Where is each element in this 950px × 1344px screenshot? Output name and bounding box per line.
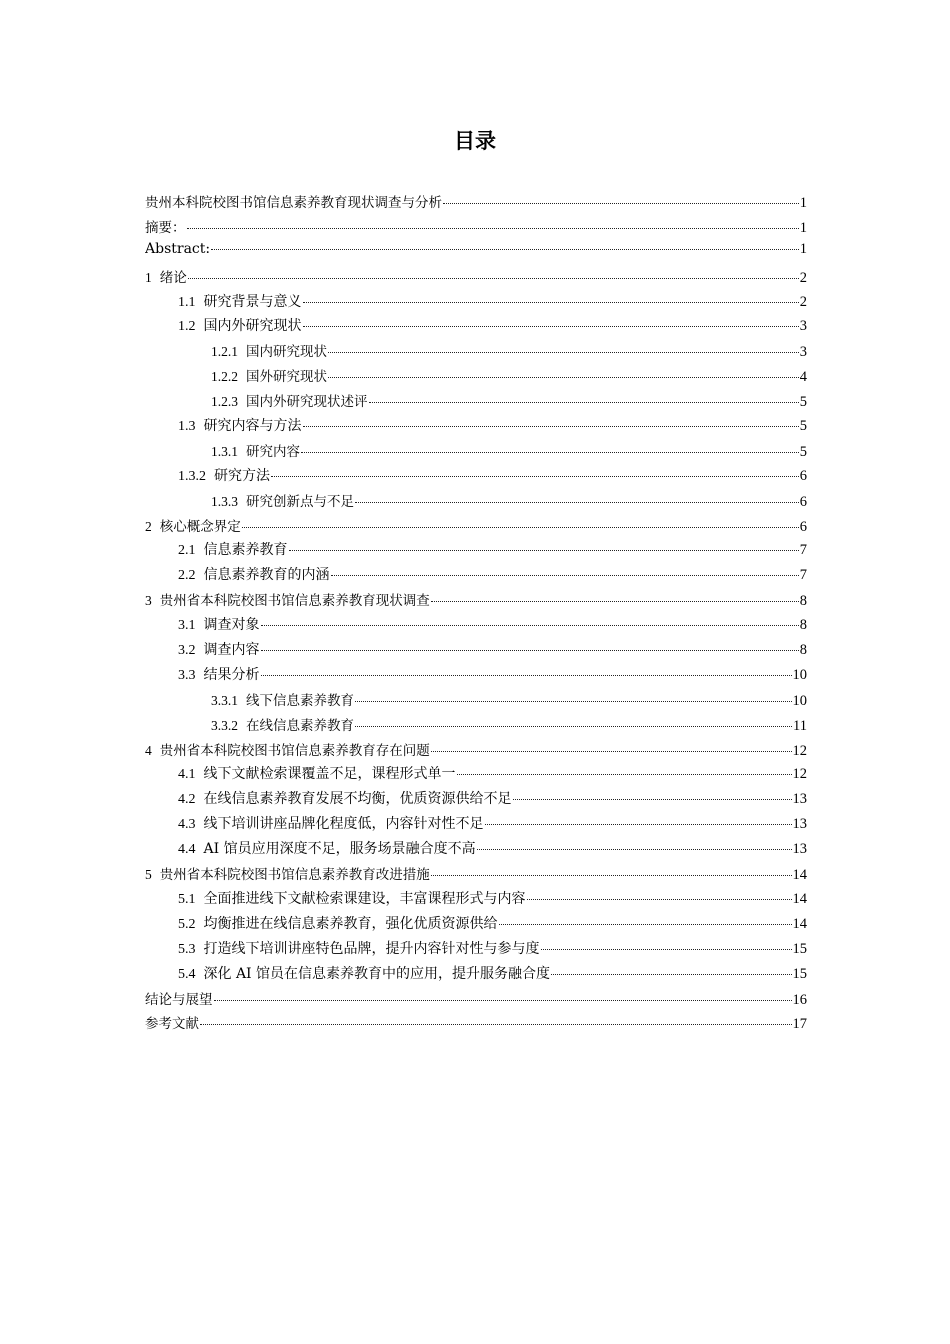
toc-entry-label: [145, 515, 241, 535]
toc-entry[interactable]: [145, 714, 807, 739]
toc-entry-page-number: 15: [792, 940, 807, 957]
toc-entry[interactable]: [145, 614, 807, 639]
toc-entry-number: 5.2: [178, 916, 196, 932]
toc-entry-page-number: 16: [792, 991, 807, 1008]
toc-entry[interactable]: [145, 340, 807, 365]
toc-entry-label: [178, 938, 540, 958]
toc-entry-page-number: 5: [799, 394, 807, 411]
toc-entry-label: [178, 838, 476, 858]
toc-entry-label: [178, 888, 526, 908]
toc-entry-label: [178, 291, 302, 311]
toc-entry[interactable]: [145, 863, 807, 888]
toc-entry-page-number: 3: [799, 344, 807, 361]
toc-entry-title: 贵州省本科院校图书馆信息素养教育存在问题: [159, 742, 430, 759]
toc-entry-label: [178, 639, 260, 659]
toc-entry-number: 3.1: [178, 618, 196, 634]
toc-entry-page-number: 13: [792, 791, 807, 808]
toc-entry[interactable]: [145, 913, 807, 938]
toc-entry-page-number: 7: [799, 542, 807, 559]
toc-entry-title: 贵州省本科院校图书馆信息素养教育改进措施: [159, 867, 430, 884]
toc-entry[interactable]: [145, 415, 807, 440]
dot-leader: [261, 650, 799, 651]
toc-entry-title: 核心概念界定: [159, 518, 241, 535]
toc-entry[interactable]: [145, 191, 807, 216]
toc-entry-label: [178, 913, 498, 933]
toc-entry-label: [178, 415, 302, 435]
toc-entry-title: 研究创新点与不足: [246, 493, 354, 510]
toc-entry-title: 打造线下培训讲座特色品牌，提升内容针对性与参与度: [203, 940, 540, 957]
toc-entry-title: 信息素养教育: [203, 542, 288, 559]
dot-leader: [431, 751, 792, 752]
dot-leader: [541, 949, 792, 950]
toc-entry-label: [145, 216, 186, 236]
toc-entry-page-number: 10: [792, 692, 807, 709]
toc-entry[interactable]: [145, 266, 807, 291]
toc-entry-number: 2.1: [178, 543, 196, 559]
dot-leader: [499, 924, 792, 925]
toc-entry-label: [145, 739, 430, 759]
dot-leader: [242, 527, 799, 528]
dot-leader: [261, 625, 799, 626]
dot-leader: [187, 228, 799, 229]
toc-entry-title: 信息素养教育的内涵: [203, 567, 330, 584]
toc-entry-number: 1.2.2: [211, 369, 238, 385]
toc-entry[interactable]: [145, 689, 807, 714]
dot-leader: [331, 575, 799, 576]
toc-entry-title: 在线信息素养教育发展不均衡，优质资源供给不足: [203, 791, 512, 808]
toc-entry-label: [211, 714, 354, 734]
toc-entry-page-number: 1: [799, 240, 807, 257]
toc-entry-page-number: 13: [792, 816, 807, 833]
toc-entry-number: 4.2: [178, 792, 196, 808]
dot-leader: [303, 302, 799, 303]
toc-entry-number: 1.2.3: [211, 394, 238, 410]
toc-entry-page-number: 13: [792, 841, 807, 858]
toc-entry-title: 国内研究现状: [246, 344, 327, 361]
toc-entry-page-number: 8: [799, 617, 807, 634]
toc-entry-title: 国内外研究现状: [203, 318, 302, 335]
toc-entry-page-number: 11: [793, 717, 807, 734]
dot-leader: [211, 249, 799, 250]
toc-entry-title: 均衡推进在线信息素养教育，强化优质资源供给: [203, 915, 498, 932]
toc-entry[interactable]: [145, 490, 807, 515]
toc-entry-label: [211, 490, 354, 510]
dot-leader: [271, 476, 799, 477]
toc-entry-number: 1.3.3: [211, 493, 238, 509]
toc-entry-title: 摘要：: [145, 219, 186, 236]
toc-entry-label: [145, 266, 187, 286]
toc-entry-number: 1.3.1: [211, 443, 238, 459]
toc-entry[interactable]: [145, 539, 807, 564]
dot-leader: [355, 701, 792, 702]
toc-entry-label: [145, 1012, 199, 1032]
toc-entry-page-number: 4: [799, 369, 807, 386]
toc-entry-label: [145, 589, 430, 609]
toc-entry-page-number: 7: [799, 567, 807, 584]
toc-entry-title: 调查对象: [203, 617, 260, 634]
toc-entry-page-number: 5: [799, 443, 807, 460]
toc-entry-page-number: 5: [799, 418, 807, 435]
toc-entry-label: [178, 763, 456, 783]
dot-leader: [355, 726, 792, 727]
toc-entry-label: [178, 315, 302, 335]
toc-entry-title: 全面推进线下文献检索课建设，丰富课程形式与内容: [203, 890, 526, 907]
toc-entry-number: 4.4: [178, 842, 196, 858]
toc-entry-page-number: 6: [799, 518, 807, 535]
toc-entry-title: 调查内容: [203, 642, 260, 659]
toc-entry-title: 参考文献: [145, 1016, 199, 1033]
toc-entry-title: 结果分析: [203, 666, 260, 683]
dot-leader: [289, 550, 799, 551]
toc-entry-label: [145, 241, 210, 257]
dot-leader: [551, 974, 791, 975]
toc-entry-title: 在线信息素养教育: [246, 717, 354, 734]
toc-entry-number: 5: [145, 867, 152, 883]
toc-entry[interactable]: [145, 465, 807, 490]
toc-entry-title: 深化 AI 馆员在信息素养教育中的应用，提升服务融合度: [203, 965, 551, 982]
toc-entry[interactable]: [145, 813, 807, 838]
toc-entry-label: [145, 191, 442, 211]
toc-entry-title: 国外研究现状: [246, 369, 327, 386]
dot-leader: [261, 675, 792, 676]
toc-entry-page-number: 14: [792, 915, 807, 932]
toc-entry-title: 研究内容与方法: [203, 418, 302, 435]
toc-entry-page-number: 3: [799, 318, 807, 335]
toc-entry[interactable]: [145, 888, 807, 913]
toc-entry[interactable]: [145, 365, 807, 390]
toc-entry[interactable]: [145, 963, 807, 988]
toc-entry-label: [145, 988, 213, 1008]
toc-entry-number: 5.1: [178, 891, 196, 907]
toc-entry-title: 研究背景与意义: [203, 293, 302, 310]
toc-entry[interactable]: [145, 315, 807, 340]
toc-entry-title: AI 馆员应用深度不足，服务场景融合度不高: [203, 841, 476, 858]
toc-entry-label: [211, 689, 354, 709]
table-of-contents: [145, 191, 807, 1037]
toc-entry-number: 4.1: [178, 767, 196, 783]
toc-entry-title: 线下信息素养教育: [246, 692, 354, 709]
dot-leader: [477, 849, 792, 850]
dot-leader: [513, 799, 792, 800]
toc-entry-label: [178, 963, 550, 983]
toc-entry-label: [211, 365, 327, 385]
toc-entry-label: [178, 539, 288, 559]
toc-entry-number: 4: [145, 742, 152, 758]
toc-entry[interactable]: [145, 564, 807, 589]
toc-entry-title: Abstract:: [145, 240, 211, 257]
toc-entry-label: [178, 788, 512, 808]
toc-entry[interactable]: [145, 589, 807, 614]
toc-entry-label: [178, 664, 260, 684]
dot-leader: [214, 1000, 792, 1001]
dot-leader: [431, 601, 799, 602]
toc-entry-page-number: 1: [799, 219, 807, 236]
toc-entry-title: 线下培训讲座品牌化程度低，内容针对性不足: [203, 816, 484, 833]
toc-entry-number: 3: [145, 593, 152, 609]
toc-entry[interactable]: [145, 515, 807, 540]
toc-entry-title: 线下文献检索课覆盖不足，课程形式单一: [203, 766, 456, 783]
toc-entry[interactable]: [145, 664, 807, 689]
dot-leader: [443, 203, 799, 204]
toc-entry-label: [178, 614, 260, 634]
toc-entry-page-number: 2: [799, 293, 807, 310]
toc-entry-label: [178, 813, 484, 833]
dot-leader: [328, 352, 799, 353]
toc-entry-title: 贵州本科院校图书馆信息素养教育现状调查与分析: [145, 195, 442, 211]
dot-leader: [188, 278, 799, 279]
toc-entry-label: [211, 440, 300, 460]
toc-entry-number: 3.3.1: [211, 692, 238, 708]
toc-entry[interactable]: [145, 938, 807, 963]
toc-entry-number: 1.3: [178, 419, 196, 435]
dot-leader: [457, 774, 792, 775]
dot-leader: [328, 377, 799, 378]
toc-entry-number: 5.3: [178, 941, 196, 957]
toc-entry-page-number: 2: [799, 269, 807, 286]
dot-leader: [369, 402, 799, 403]
toc-entry-page-number: 15: [792, 965, 807, 982]
toc-entry-number: 4.3: [178, 817, 196, 833]
dot-leader: [431, 875, 792, 876]
dot-leader: [485, 824, 792, 825]
dot-leader: [303, 426, 799, 427]
toc-entry-page-number: 1: [799, 195, 807, 211]
toc-entry[interactable]: [145, 216, 807, 241]
toc-entry-number: 2: [145, 518, 152, 534]
toc-entry[interactable]: [145, 739, 807, 764]
toc-entry[interactable]: [145, 838, 807, 863]
toc-entry[interactable]: [145, 639, 807, 664]
toc-entry-page-number: 6: [799, 467, 807, 484]
toc-entry[interactable]: [145, 763, 807, 788]
toc-entry-page-number: 6: [799, 493, 807, 510]
toc-entry-page-number: 12: [792, 742, 807, 759]
dot-leader: [303, 326, 799, 327]
toc-entry-number: 3.2: [178, 643, 196, 659]
toc-entry-label: [178, 564, 330, 584]
toc-entry-label: [211, 390, 368, 410]
toc-entry-page-number: 14: [792, 890, 807, 907]
toc-entry-page-number: 8: [799, 642, 807, 659]
toc-entry-label: [145, 863, 430, 883]
toc-entry[interactable]: [145, 1012, 807, 1037]
toc-entry[interactable]: [145, 440, 807, 465]
toc-entry-page-number: 17: [792, 1016, 807, 1033]
toc-entry-number: 3.3: [178, 667, 196, 683]
toc-entry-label: [211, 340, 327, 360]
toc-entry-title: 结论与展望: [145, 991, 213, 1008]
toc-entry-number: 2.2: [178, 568, 196, 584]
toc-entry-number: 1.2: [178, 319, 196, 335]
page-title: 目录: [454, 129, 496, 153]
toc-entry-number: 1.3.2: [178, 468, 206, 484]
dot-leader: [355, 502, 799, 503]
dot-leader: [301, 452, 799, 453]
toc-entry-title: 研究内容: [246, 443, 300, 460]
toc-entry[interactable]: [145, 390, 807, 415]
toc-entry-number: 1.1: [178, 294, 196, 310]
toc-entry-number: 1: [145, 269, 152, 285]
toc-entry-page-number: 10: [792, 666, 807, 683]
toc-entry-title: 绪论: [159, 269, 187, 286]
toc-entry-number: 1.2.1: [211, 344, 238, 360]
toc-entry[interactable]: [145, 988, 807, 1013]
toc-entry-page-number: 8: [799, 593, 807, 610]
toc-entry[interactable]: [145, 291, 807, 316]
toc-entry-number: 5.4: [178, 966, 196, 982]
toc-entry-page-number: 14: [792, 867, 807, 884]
toc-entry-label: [178, 465, 270, 485]
toc-entry[interactable]: [145, 241, 807, 266]
dot-leader: [200, 1024, 792, 1025]
toc-entry-number: 3.3.2: [211, 717, 238, 733]
toc-entry-title: 贵州省本科院校图书馆信息素养教育现状调查: [159, 593, 430, 610]
dot-leader: [527, 899, 792, 900]
toc-entry-title: 研究方法: [214, 467, 270, 484]
toc-entry-page-number: 12: [792, 766, 807, 783]
toc-entry[interactable]: [145, 788, 807, 813]
toc-entry-title: 国内外研究现状述评: [246, 394, 368, 411]
